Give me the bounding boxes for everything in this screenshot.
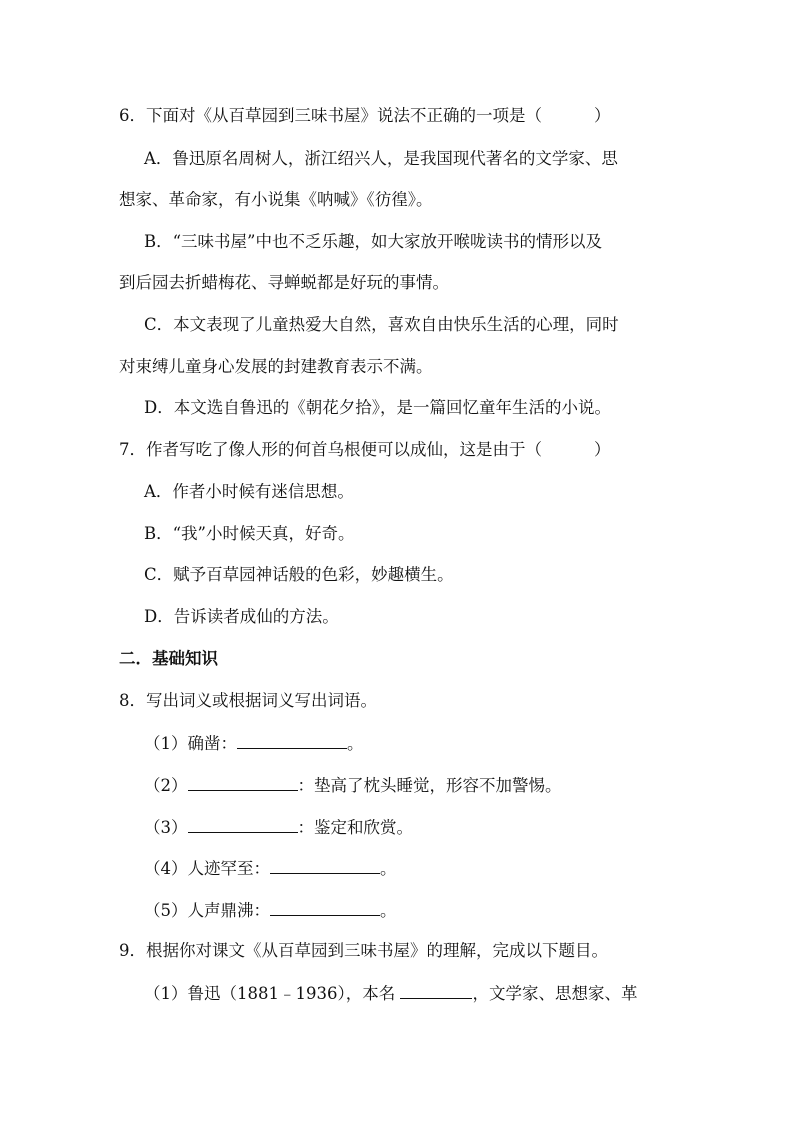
- question-8-item-3: [144, 814, 704, 840]
- item-1-label: （1）确凿：: [144, 734, 237, 753]
- section-2-heading: 二．基础知识: [119, 649, 218, 668]
- item-2-label: （2）: [144, 776, 188, 795]
- question-6-option-c-line2: 对束缚儿童身心发展的封建教育表示不满。: [119, 357, 433, 376]
- question-7-option-a: A．作者小时候有迷信思想。: [144, 482, 354, 501]
- sub-1-end: ，文学家、思想家、革: [472, 984, 638, 1003]
- question-7-option-d: D．告诉读者成仙的方法。: [144, 607, 339, 626]
- question-7-stem: [119, 438, 679, 462]
- question-7-paren-close: ）: [594, 440, 611, 459]
- item-5-label: （5）人声鼎沸：: [144, 901, 270, 920]
- question-6-option-a-line2: 想家、革命家，有小说集《呐喊》《彷徨》。: [119, 190, 433, 209]
- question-8-item-2: [144, 772, 704, 798]
- answer-blank[interactable]: [270, 897, 380, 916]
- answer-blank[interactable]: [400, 980, 472, 999]
- answer-blank[interactable]: [270, 855, 380, 874]
- question-6-stem: [119, 104, 679, 128]
- question-7-option-c: C．赋予百草园神话般的色彩，妙趣横生。: [144, 565, 454, 584]
- item-2-text: ：垫高了枕头睡觉，形容不加警惕。: [297, 776, 562, 795]
- question-6-option-d: D．本文选自鲁迅的《朝花夕拾》，是一篇回忆童年生活的小说。: [144, 398, 611, 417]
- answer-blank[interactable]: [237, 730, 347, 749]
- item-3-label: （3）: [144, 818, 188, 837]
- question-6-option-a-line1: A．鲁迅原名周树人，浙江绍兴人，是我国现代著名的文学家、思: [144, 149, 618, 168]
- question-8-item-5: [144, 897, 704, 923]
- sub-1-start: （1）鲁迅（1881﹣1936），本名: [144, 984, 401, 1003]
- question-7-option-b: B．“我”小时候天真，好奇。: [144, 524, 355, 543]
- question-6-stem-text: 6．下面对《从百草园到三味书屋》说法不正确的一项是（: [119, 106, 542, 125]
- question-6-option-c-line1: C．本文表现了儿童热爱大自然，喜欢自由快乐生活的心理，同时: [144, 315, 619, 334]
- answer-blank[interactable]: [188, 772, 298, 791]
- answer-blank[interactable]: [188, 814, 298, 833]
- question-7-stem-text: 7．作者写吃了像人形的何首乌根便可以成仙，这是由于（: [119, 440, 542, 459]
- question-8-item-4: [144, 855, 704, 881]
- item-5-end: 。: [380, 901, 397, 920]
- item-3-text: ：鉴定和欣赏。: [297, 818, 413, 837]
- item-4-end: 。: [380, 859, 397, 878]
- question-6-option-b-line1: B．“三味书屋”中也不乏乐趣，如大家放开喉咙读书的情形以及: [144, 232, 602, 251]
- question-9-sub-1: [144, 980, 704, 1006]
- question-8-item-1: [144, 730, 704, 756]
- question-6-option-b-line2: 到后园去折蜡梅花、寻蝉蜕都是好玩的事情。: [119, 273, 449, 292]
- question-9-stem: 9．根据你对课文《从百草园到三味书屋》的理解，完成以下题目。: [119, 941, 608, 960]
- item-4-label: （4）人迹罕至：: [144, 859, 270, 878]
- question-8-stem: 8．写出词义或根据词义写出词语。: [119, 691, 377, 710]
- item-1-end: 。: [347, 734, 364, 753]
- question-6-paren-close: ）: [594, 106, 611, 125]
